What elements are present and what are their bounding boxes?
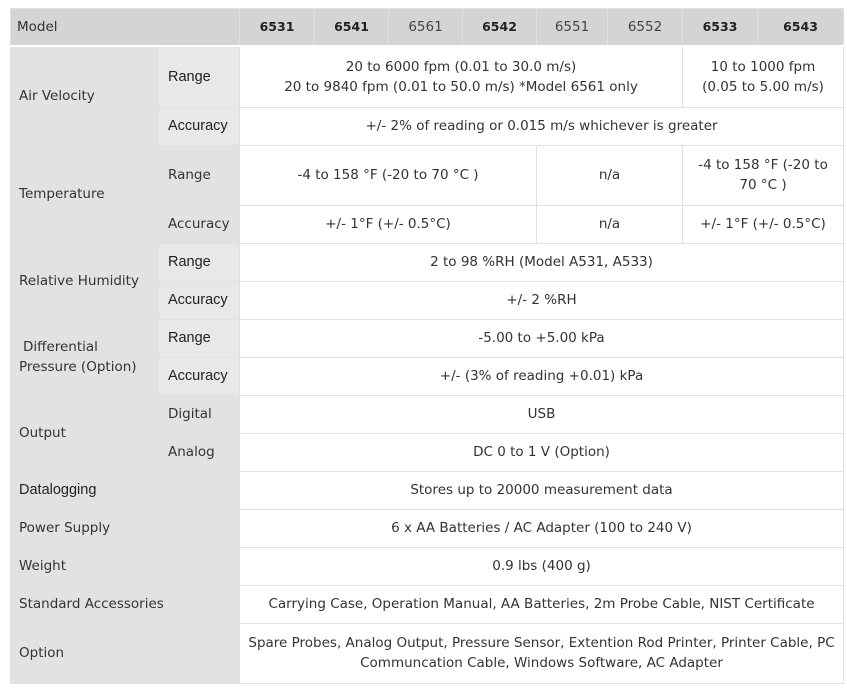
power-supply-value: 6 x AA Batteries / AC Adapter (100 to 240 V): [240, 509, 844, 547]
temperature-range-na: n/a: [537, 145, 683, 205]
option-line2: Communcation Cable, Windows Software, AC Adapter: [360, 655, 723, 671]
air-velocity-accuracy-value: +/- 2% of reading or 0.015 m/s whichever is greater: [240, 107, 844, 145]
datalogging-value: Stores up to 20000 measurement data: [240, 471, 844, 509]
air-velocity-range-alt-value: [683, 46, 844, 107]
model-6552: 6552: [608, 9, 683, 47]
model-6541: 6541: [315, 9, 389, 47]
datalogging-row: [11, 471, 844, 509]
air-velocity-range-line1: 20 to 6000 fpm (0.01 to 30.0 m/s): [345, 58, 577, 75]
model-6542: 6542: [463, 9, 537, 47]
air-velocity-accuracy-label: Accuracy: [159, 107, 240, 145]
option-label: Option: [11, 623, 240, 683]
temperature-accuracy-alt-value: +/- 1°F (+/- 0.5°C): [683, 205, 844, 243]
air-velocity-range-alt-line1: 10 to 1000 fpm: [710, 58, 816, 75]
temperature-accuracy-value: +/- 1°F (+/- 0.5°C): [240, 205, 537, 243]
humidity-accuracy-value: +/- 2 %RH: [240, 281, 844, 319]
weight-value: 0.9 lbs (400 g): [240, 547, 844, 585]
output-label: Output: [11, 395, 159, 471]
temperature-accuracy-label: Accuracy: [159, 205, 240, 243]
pressure-range-label: Range: [159, 319, 240, 357]
air-velocity-range-value: [240, 46, 683, 107]
output-digital-label: Digital: [159, 395, 240, 433]
pressure-range-row: [11, 319, 844, 357]
option-row: [11, 623, 844, 683]
pressure-range-value: -5.00 to +5.00 kPa: [240, 319, 844, 357]
power-supply-row: [11, 509, 844, 547]
option-line1: Spare Probes, Analog Output, Pressure Sensor, Extention Rod Printer, Printer Cable, PC: [248, 635, 835, 651]
model-header: Model: [11, 9, 240, 47]
humidity-accuracy-label: Accuracy: [159, 281, 240, 319]
humidity-range-label: Range: [159, 243, 240, 281]
output-digital-row: [11, 395, 844, 433]
model-6531: 6531: [240, 9, 315, 47]
temperature-label: Temperature: [11, 145, 159, 243]
accessories-label: Standard Accessories: [11, 585, 240, 623]
pressure-accuracy-label: Accuracy: [159, 357, 240, 395]
pressure-label-line1: Differential: [23, 339, 98, 355]
output-analog-value: DC 0 to 1 V (Option): [240, 433, 844, 471]
datalogging-label: Datalogging: [11, 471, 240, 509]
pressure-label: [11, 319, 159, 395]
air-velocity-range-label: Range: [159, 46, 240, 107]
output-digital-value: USB: [240, 395, 844, 433]
temperature-range-value: -4 to 158 °F (-20 to 70 °C ): [240, 145, 537, 205]
air-velocity-range-line2: 20 to 9840 fpm (0.01 to 50.0 m/s) *Model 6561 only: [284, 78, 638, 95]
air-velocity-range-row: [11, 46, 844, 107]
weight-label: Weight: [11, 547, 240, 585]
model-6551: 6551: [537, 9, 608, 47]
temperature-accuracy-na: n/a: [537, 205, 683, 243]
pressure-label-line2: Pressure (Option): [19, 359, 137, 375]
accessories-row: [11, 585, 844, 623]
pressure-accuracy-value: +/- (3% of reading +0.01) kPa: [240, 357, 844, 395]
air-velocity-label: Air Velocity: [11, 46, 159, 145]
output-analog-label: Analog: [159, 433, 240, 471]
weight-row: [11, 547, 844, 585]
model-6543: 6543: [758, 9, 844, 47]
humidity-label: Relative Humidity: [11, 243, 159, 319]
model-6561: 6561: [389, 9, 463, 47]
humidity-range-value: 2 to 98 %RH (Model A531, A533): [240, 243, 844, 281]
humidity-range-row: [11, 243, 844, 281]
model-6533: 6533: [683, 9, 758, 47]
temperature-range-row: [11, 145, 844, 205]
header-row: [11, 9, 844, 47]
spec-table: [10, 8, 844, 684]
temperature-range-label: Range: [159, 145, 240, 205]
air-velocity-range-alt-line2: (0.05 to 5.00 m/s): [702, 78, 824, 95]
accessories-value: Carrying Case, Operation Manual, AA Batteries, 2m Probe Cable, NIST Certificate: [240, 585, 844, 623]
temperature-range-alt-value: -4 to 158 °F (-20 to 70 °C ): [683, 145, 844, 205]
option-value: [240, 623, 844, 683]
power-supply-label: Power Supply: [11, 509, 240, 547]
